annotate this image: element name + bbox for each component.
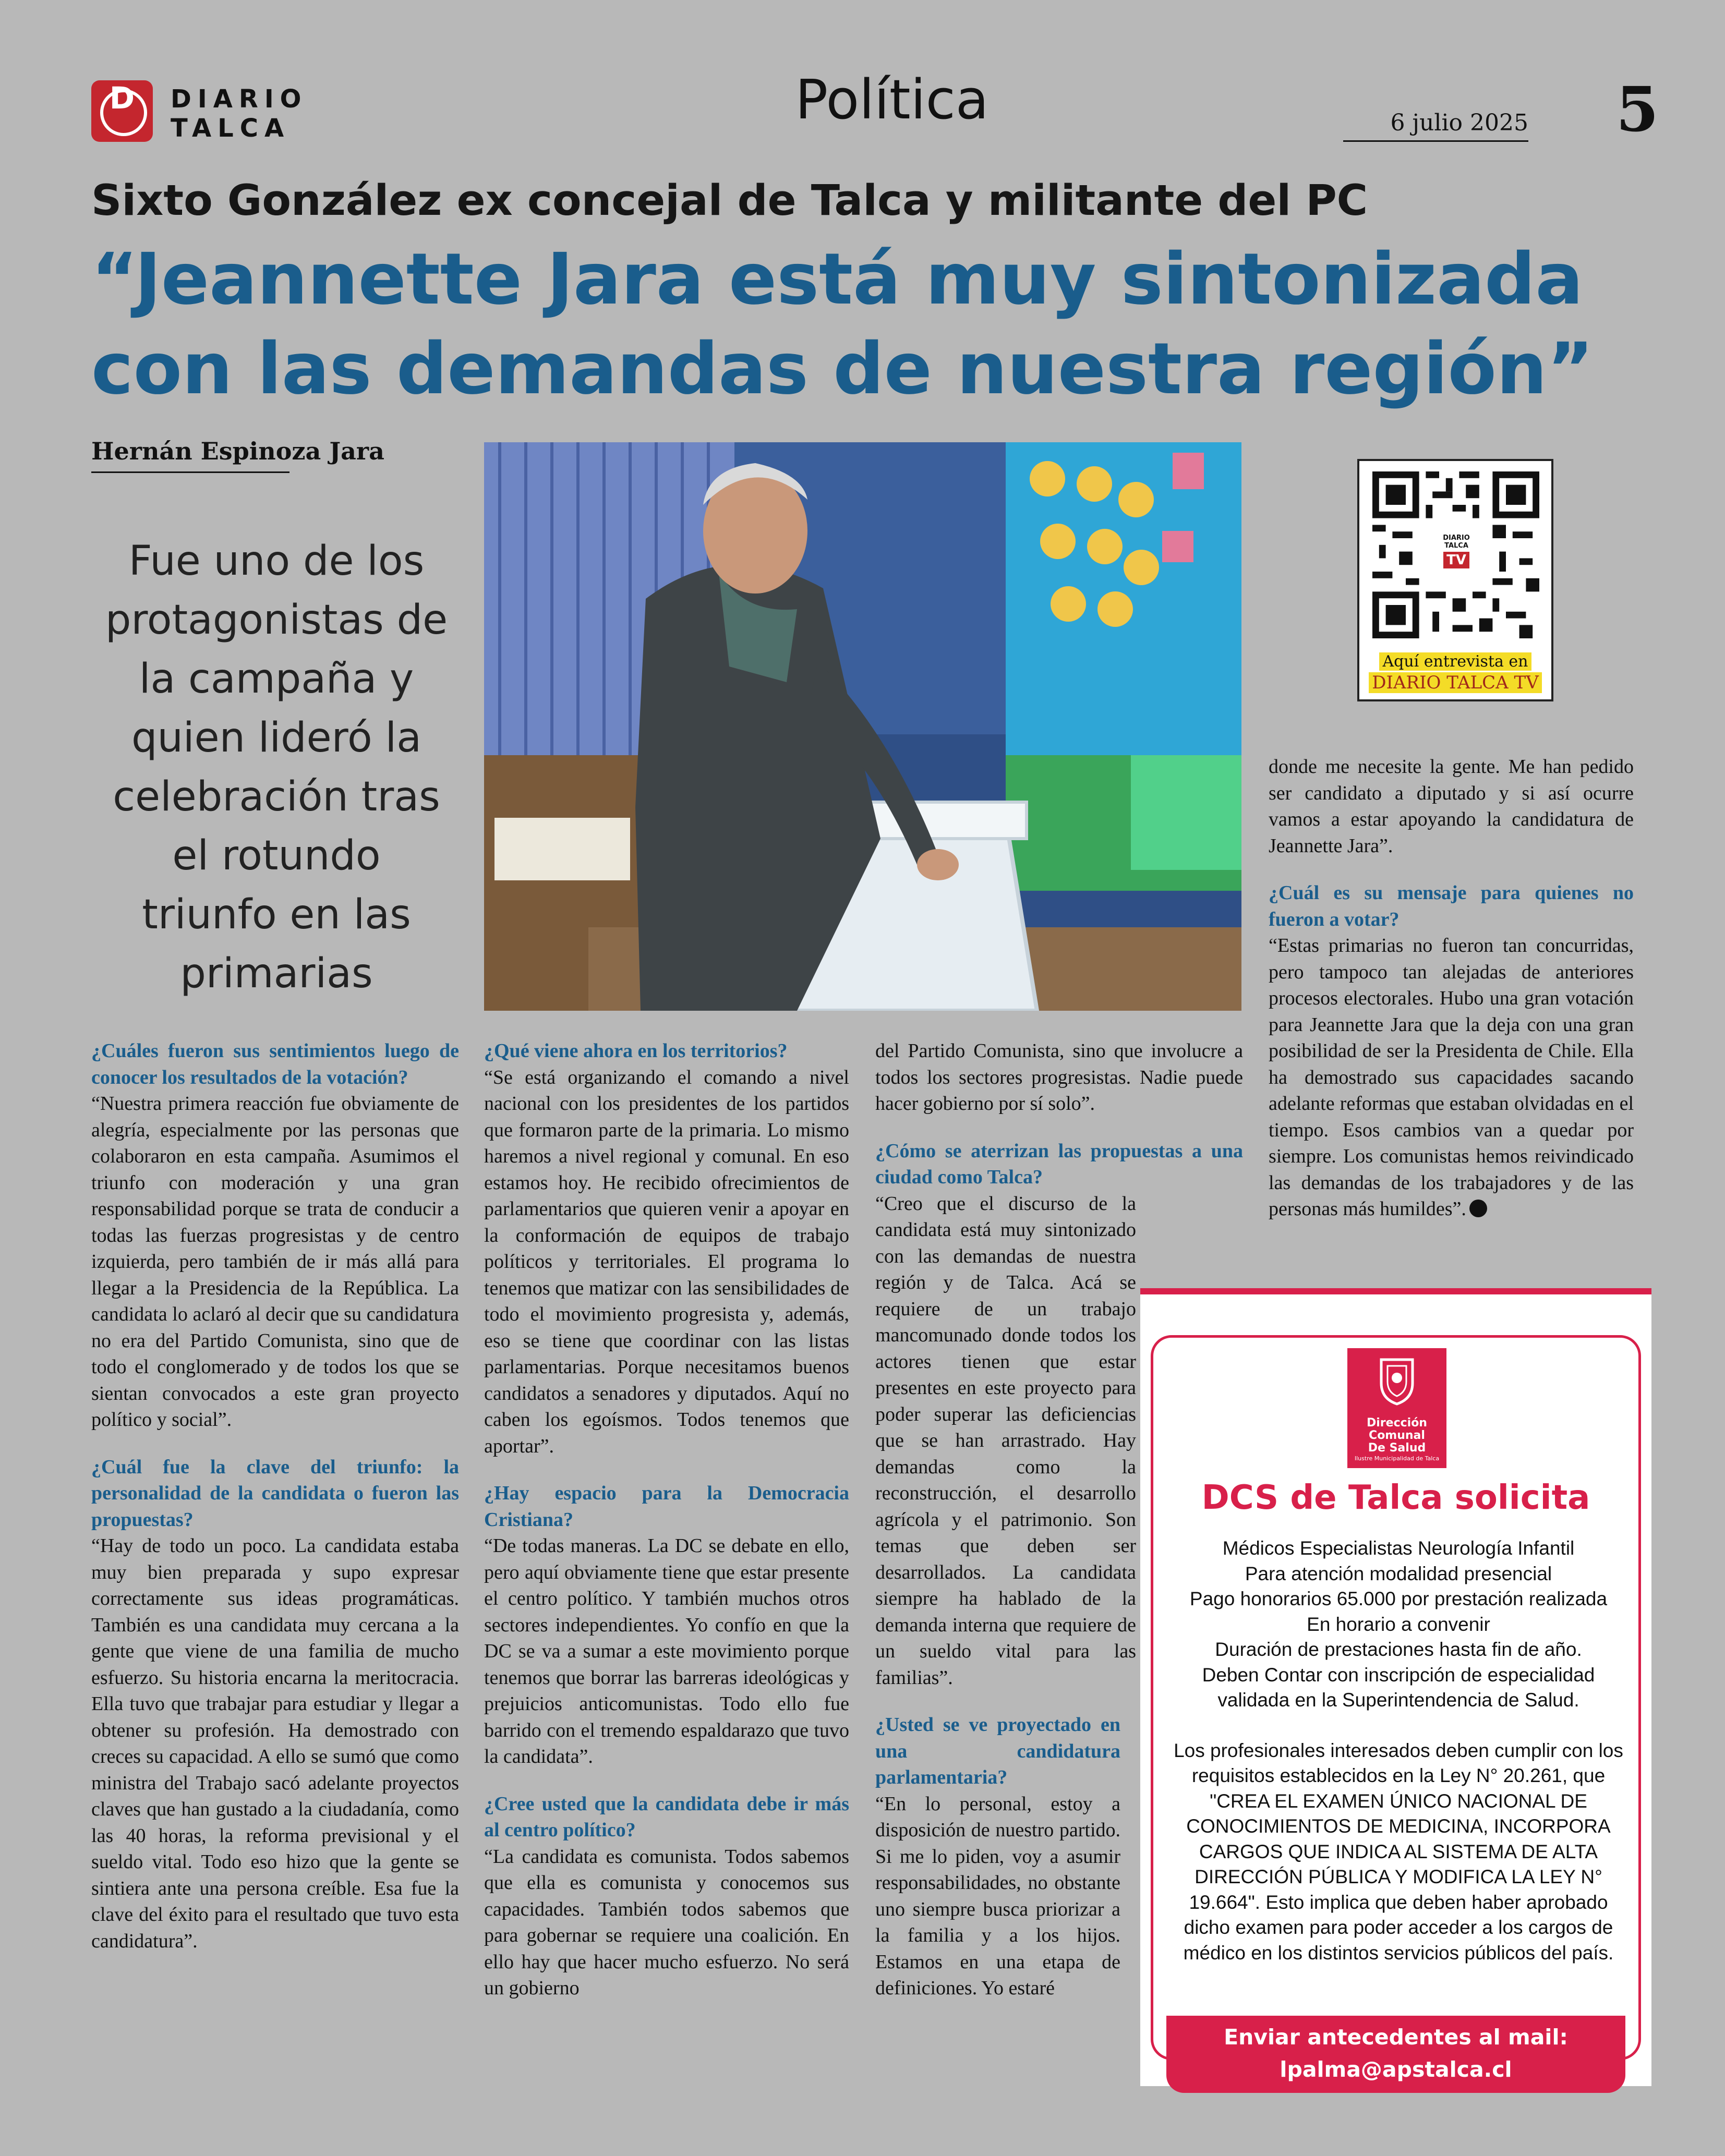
ad-title: DCS de Talca solicita	[1201, 1479, 1590, 1517]
ad-requirements: Los profesionales interesados deben cumplir con los requisitos establecidos en la Ley N° 20.261, que "CREA EL EXAMEN ÚNICO NACIONAL DE CONOCIMIENTOS DE MEDICINA, INCORPORA CARGOS QUE INDICA AL SISTEMA DE ALTA DIRECCIÓN PÚBLICA Y MODIFICA LA LEY N° 19.664". Esto implica que deben haber aprobado dicho examen para poder acceder a los cargos de médico en los distintos servicios públicos del país.	[1174, 1739, 1623, 1964]
crest-icon	[1376, 1354, 1418, 1407]
answer: “Se está organizando el comando a nivel nacional con los presidentes de los partidos que formaron parte de la primaria. Lo mismo haremos a nivel regional y comunal. En eso estamos hoy. He recibido ofrecimientos de parlamentarios que quieren venir a apoyar en la conformación de equipos de trabajo políticos y territoriales. El programa lo tenemos que matizar con las sensibilidades de todo el movimiento progresista y, además, eso se tiene que coordinar con las listas parlamentarias. Porque necesitamos buenos candidatos a senadores y diputados. Aquí no caben los egoísmos. Todos tenemos que aportar”.	[484, 1066, 849, 1457]
diario-talca-tv-badge: DIARIO TALCA TV	[1443, 534, 1470, 568]
section-title: Política	[795, 68, 989, 131]
issue-date: 6 julio 2025	[1343, 110, 1528, 142]
ad-contact-banner[interactable]: Enviar antecedentes al mail: lpalma@apstalca.cl	[1166, 2016, 1625, 2093]
answer: “En lo personal, estoy a disposición de nuestro partido. Si me lo piden, voy a asumir responsabilidades, no obstante uno siempre busca priorizar a la familia y a los hijos. Estamos en una etapa de definiciones. Yo estaré	[875, 1792, 1120, 1999]
answer: “Hay de todo un poco. La candidata estaba muy bien preparada y supo expresar correctamente sus ideas programáticas. También es una candidata muy cercana a la gente que viene de una familia de mucho esfuerzo. Su historia encarna la meritocracia. Ella tuvo que trabajar para estudiar y llegar a obtener su profesión. Ha demostrado con creces su capacidad. A ello se sumó que como ministra del Trabajo sacó adelante proyectos claves que han gustado a la ciudadanía, como las 40 horas, la reforma previsional y el sueldo vital. Todo eso hizo que la gente se sintiera ante una persona creíble. Esa fue la clave del éxito para el resultado que tuvo esta candidatura”.	[91, 1535, 459, 1952]
question: ¿Cree usted que la candidata debe ir más al centro político?	[484, 1792, 849, 1841]
answer: “La candidata es comunista. Todos sabemos que ella es comunista y conocemos sus capacidades. También todos sabemos que para gobernar se requiere una coalición. En ello hay que hacer mucho esfuerzo. No será un gobierno	[484, 1845, 849, 1999]
answer: “Nuestra primera reacción fue obviamente de alegría, especialmente por las personas que colaboraron en esta campaña. Asumimos el triunfo con moderación y una gran responsabilidad porque se trata de conducir a todas las fuerzas progresistas y de centro izquierda, pero también de ir más allá para llegar a la Presidencia de la República. La candidata lo aclaró al decir que su candidatura no era del Partido Comunista, sino que de todo el conglomerado y de todos los que se sientan convocados a este gran proyecto político y social”.	[91, 1093, 459, 1431]
logo-mark-icon: D	[91, 80, 153, 142]
article-kicker: Sixto González ex concejal de Talca y militante del PC	[91, 176, 1368, 225]
answer: “Creo que el discurso de la candidata está muy sintonizado con las demandas de nuestra región y de Talca. Acá se requiere de un trabajo mancomunado donde todos los actores tienen que estar presentes en este proyecto para poder superar las deficiencias que se han arrastrado. Hay demandas como la reconstrucción, el desarrollo agrícola y el patrimonio. Son temas que deben ser desarrollados. La candidata siempre ha hablado de la demanda interna que requiere de un sueldo vital para las familias”.	[875, 1192, 1136, 1689]
diario-talca-logo	[91, 78, 310, 143]
question: ¿Hay espacio para la Democracia Cristiana?	[484, 1482, 849, 1531]
article-column-2	[484, 1038, 849, 2002]
logo-wordmark: DIARIO TALCA	[171, 84, 308, 143]
answer: “Estas primarias no fueron tan concurridas, pero tampoco tan alejadas de anteriores procesos electorales. Hubo una gran votación para Jeannette Jara que la deja con una gran posibilidad de ser la Presidenta de Chile. Ella ha demostrado sus capacidades sacando adelante reformas que estaban olvidadas en el tiempo. Esos cambios van a quedar por siempre. Los comunistas hemos reivindicado las demandas de los trabajadores y de las personas más humildes”.	[1269, 935, 1634, 1220]
question: ¿Cuál fue la clave del triunfo: la personalidad de la candidata o fueron las propuestas?	[91, 1456, 459, 1531]
end-of-article-icon	[1469, 1200, 1487, 1217]
question: ¿Usted se ve proyectado en una candidatura parlamentaria?	[875, 1714, 1120, 1788]
dcs-talca-advertisement	[1140, 1288, 1651, 2086]
article-lede: Fue uno de los protagonistas de la campaña y quien lideró la celebración tras el rotundo triunfo en las primarias	[105, 538, 448, 997]
question: ¿Cómo se aterrizan las propuestas a una ciudad como Talca?	[875, 1140, 1243, 1188]
question: ¿Cuáles fueron sus sentimientos luego de conocer los resultados de la votación?	[91, 1040, 459, 1088]
dcs-logo: Dirección Comunal De Salud Ilustre Municipalidad de Talca	[1347, 1348, 1446, 1468]
qr-caption: Aquí entrevista en DIARIO TALCA TV	[1359, 651, 1551, 694]
answer: del Partido Comunista, sino que involucre a todos los sectores progresistas. Nadie puede hacer gobierno por sí solo”.	[875, 1040, 1243, 1115]
article-column-1	[91, 1038, 459, 1954]
qr-code-box[interactable]	[1357, 459, 1553, 701]
page-number: 5	[1615, 73, 1659, 146]
article-byline: Hernán Espinoza Jara	[91, 437, 289, 473]
question: ¿Qué viene ahora en los territorios?	[484, 1040, 788, 1062]
answer: donde me necesite la gente. Me han pedido ser candidato a diputado y si así ocurre vamos a estar apoyando la candidatura de Jeannette Jara”.	[1269, 756, 1634, 857]
article-headline: “Jeannette Jara está muy sintonizada con las demandas de nuestra región”	[91, 238, 1594, 410]
ad-email-link[interactable]: lpalma@apstalca.cl	[1280, 2057, 1512, 2082]
ad-body: Médicos Especialistas Neurología Infantil Para atención modalidad presencial Pago honorarios 65.000 por prestación realizada En horario a convenir Duración de prestaciones hasta fin de año. Deben Contar con inscripción de especialidad validada en la Superintendencia de Salud. Los profesionales interesados deben cumplir con los requisitos establecidos en la Ley N° 20.261, que "CREA EL EXAMEN ÚNICO NACIONAL DE CONOCIMIENTOS DE MEDICINA, INCORPORA CARGOS QUE INDICA AL SISTEMA DE ALTA DIRECCIÓN PÚBLICA Y MODIFICA LA LEY N° 19.664". Esto implica que deben haber aprobado dicho examen para poder acceder a los cargos de médico en los distintos servicios públicos del país.	[1164, 1536, 1633, 1966]
article-column-4	[1269, 754, 1634, 1222]
article-photo	[484, 442, 1241, 1011]
answer: “De todas maneras. La DC se debate en ello, pero aquí obviamente tiene que estar presente el centro político. Y también muchos otros sectores independientes. Yo confío en que la DC se va a sumar a este movimiento porque tenemos que borrar las barreras ideológicas y prejuicios anticomunistas. Todo ello fue barrido con el tremendo espaldarazo que tuvo la candidata”.	[484, 1535, 849, 1767]
question: ¿Cuál es su mensaje para quienes no fueron a votar?	[1269, 882, 1634, 930]
